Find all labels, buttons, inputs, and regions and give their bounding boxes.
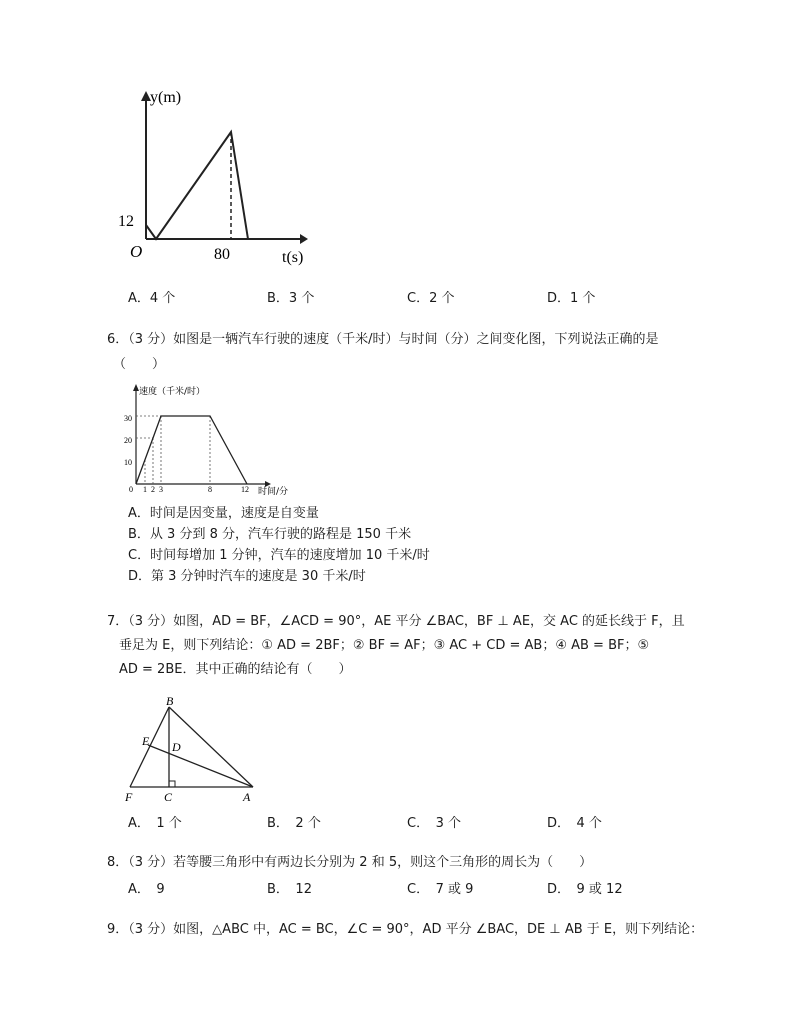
q8-option-b[interactable]: B． 12 (267, 882, 312, 897)
q8-stem: 8．（3 分）若等腰三角形中有两边长分别为 2 和 5，则这个三角形的周长为（ ） (107, 855, 593, 870)
x-tick-12: 12 (241, 485, 249, 494)
q7-stem-conditions: AD = BF，∠ACD = 90°，AE 平分 ∠BAC，BF ⊥ AE，交 AC 的延长线于 F，且 (212, 614, 685, 629)
q9-stem: 9．（3 分）如图，△ABC 中，AC = BC，∠C = 90°，AD 平分 ∠BAC，DE ⊥ AB 于 E，则下列结论： (107, 922, 704, 937)
q5-graph (110, 85, 320, 270)
label-d: D (172, 740, 181, 754)
q6-option-b[interactable]: B．从 3 分到 8 分，汽车行驶的路程是 150 千米 (128, 527, 412, 542)
right-angle-mark (169, 781, 175, 787)
y-tick-30: 30 (124, 414, 132, 423)
y-tick-label: 12 (118, 213, 134, 230)
q6-speed-chart (115, 380, 305, 500)
q8-option-c[interactable]: C． 7 或 9 (407, 882, 474, 897)
q8-option-d[interactable]: D． 9 或 12 (547, 882, 623, 897)
label-c: C (164, 790, 173, 804)
q5-option-d[interactable]: D．1 个 (547, 291, 596, 306)
x-tick-label: 80 (214, 246, 230, 263)
q6-option-a[interactable]: A．时间是因变量，速度是自变量 (128, 506, 319, 521)
q7-option-d[interactable]: D． 4 个 (547, 816, 602, 831)
q6-option-d[interactable]: D．第 3 分钟时汽车的速度是 30 千米/时 (128, 569, 366, 584)
q7-option-c[interactable]: C． 3 个 (407, 816, 461, 831)
x-axis-label: 时间/分 (258, 487, 289, 497)
q7-stem-line1 (107, 612, 685, 632)
q7-stem-line2: 垂足为 E，则下列结论：① AD = 2BF；② BF = AF；③ AC + CD = AB；④ AB = BF；⑤ (119, 638, 650, 653)
line-bf (130, 707, 169, 787)
line-ba (169, 707, 253, 787)
label-f: F (125, 790, 133, 804)
q8-option-a[interactable]: A． 9 (128, 882, 165, 897)
y-axis-label: 速度（千米/时） (139, 387, 206, 397)
q5-option-c[interactable]: C．2 个 (407, 291, 455, 306)
q7-triangle-figure (115, 693, 270, 808)
q6-stem-line2: （ ） (113, 357, 166, 372)
x-axis-label: t(s) (282, 249, 304, 266)
x-tick-8: 8 (208, 485, 212, 494)
q6-stem-line1: 6．（3 分）如图是一辆汽车行驶的速度（千米/时）与时间（分）之间变化图，下列说法正确的是 (107, 332, 659, 347)
x-tick-1: 1 (143, 485, 147, 494)
q5-option-a[interactable]: A．4 个 (128, 291, 176, 306)
line-ea (148, 745, 253, 787)
x-tick-2: 2 (151, 485, 155, 494)
label-b: B (166, 694, 174, 708)
q7-stem-prefix: 7．（3 分）如图， (107, 614, 213, 629)
label-e: E (142, 734, 150, 748)
y-tick-20: 20 (124, 436, 132, 445)
q6-option-c[interactable]: C．时间每增加 1 分钟，汽车的速度增加 10 千米/时 (128, 548, 430, 563)
label-a: A (243, 790, 251, 804)
distance-time-line (146, 132, 248, 239)
x-tick-3: 3 (159, 485, 163, 494)
q7-option-a[interactable]: A． 1 个 (128, 816, 182, 831)
q5-option-b[interactable]: B．3 个 (267, 291, 315, 306)
y-axis-label: y(m) (150, 89, 182, 106)
x-tick-0: 0 (129, 485, 133, 494)
x-axis-arrow-icon (300, 234, 308, 244)
y-tick-10: 10 (124, 458, 132, 467)
q7-option-b[interactable]: B． 2 个 (267, 816, 321, 831)
q7-stem-line3: AD = 2BE．其中正确的结论有（ ） (119, 662, 352, 677)
origin-label: O (130, 242, 143, 261)
